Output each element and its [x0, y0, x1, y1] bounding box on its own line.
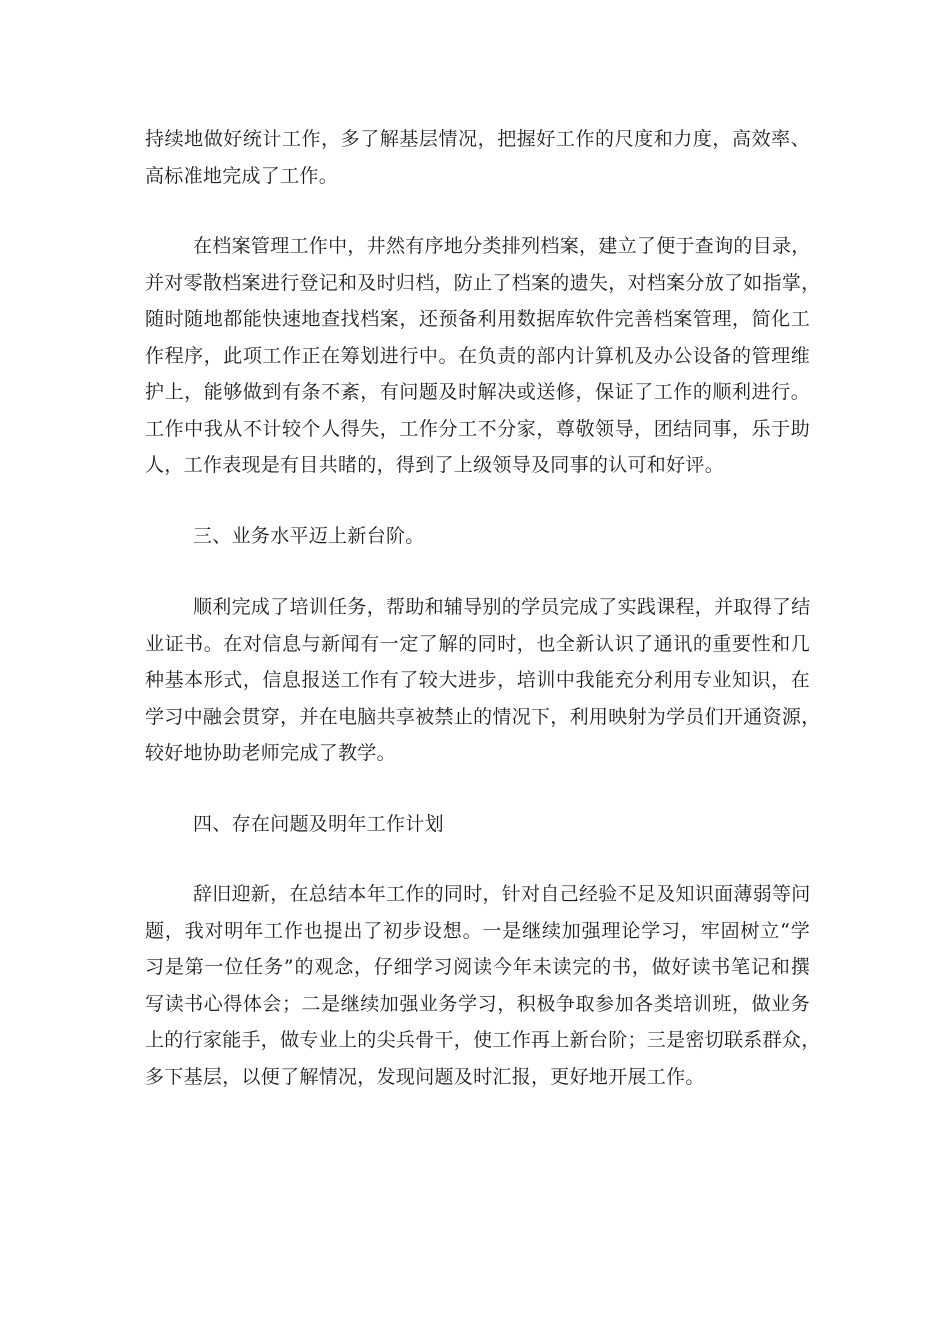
text-line: 持续地做好统计工作，多了解基层情况，把握好工作的尺度和力度，高效率、 — [145, 128, 810, 150]
text-line: 较好地协助老师完成了教学。 — [145, 742, 396, 764]
text-line: 在档案管理工作中，井然有序地分类排列档案，建立了便于查询的目录， — [193, 235, 811, 257]
text-line: 工作中我从不计较个人得失，工作分工不分家，尊敬领导，团结同事，乐于助 — [145, 417, 810, 440]
text-line: 写读书心得体会；二是继续加强业务学习，积极争取参加各类培训班，做业务 — [145, 992, 810, 1015]
text-line: 题，我对明年工作也提出了初步设想。一是继续加强理论学习，牢固树立“学 — [145, 919, 810, 942]
paragraph-training — [145, 589, 821, 772]
text-line: 习是第一位任务”的观念，仔细学习阅读今年未读完的书，做好读书笔记和撰 — [145, 956, 810, 978]
paragraph-next-year-plan — [145, 876, 821, 1095]
text-line: 多下基层，以便了解情况，发现问题及时汇报，更好地开展工作。 — [145, 1065, 705, 1088]
text-line: 业证书。在对信息与新闻有一定了解的同时，也全新认识了通讯的重要性和几 — [145, 632, 810, 655]
text-line: 作程序，此项工作正在筹划进行中。在负责的部内计算机及办公设备的管理维 — [145, 344, 810, 367]
text-line: 随时随地都能快速地查找档案，还预备利用数据库软件完善档案管理，简化工 — [145, 308, 810, 330]
text-line: 学习中融会贯穿，并在电脑共享被禁止的情况下，利用映射为学员们开通资源， — [145, 705, 821, 728]
section-heading-3: 三、业务水平迈上新台阶。 — [193, 525, 425, 547]
paragraph-statistics-continuation — [145, 121, 810, 194]
text-line: 高标准地完成了工作。 — [145, 164, 339, 187]
text-line: 人，工作表现是有目共睹的，得到了上级领导及同事的认可和好评。 — [145, 454, 725, 476]
text-line: 并对零散档案进行登记和及时归档，防止了档案的遗失，对档案分放了如指掌， — [145, 271, 821, 294]
text-line: 顺利完成了培训任务，帮助和辅导别的学员完成了实践课程，并取得了结 — [193, 596, 811, 618]
section-heading-4: 四、存在问题及明年工作计划 — [193, 813, 444, 835]
text-line: 种基本形式，信息报送工作有了较大进步，培训中我能充分利用专业知识，在 — [145, 669, 810, 691]
text-line: 上的行家能手，做专业上的尖兵骨干，使工作再上新台阶；三是密切联系群众， — [145, 1029, 821, 1051]
paragraph-archive-management — [145, 228, 821, 484]
text-line: 护上，能够做到有条不紊，有问题及时解决或送修，保证了工作的顺利进行。 — [145, 381, 810, 403]
text-line: 辞旧迎新，在总结本年工作的同时，针对自己经验不足及知识面薄弱等问 — [193, 883, 811, 905]
